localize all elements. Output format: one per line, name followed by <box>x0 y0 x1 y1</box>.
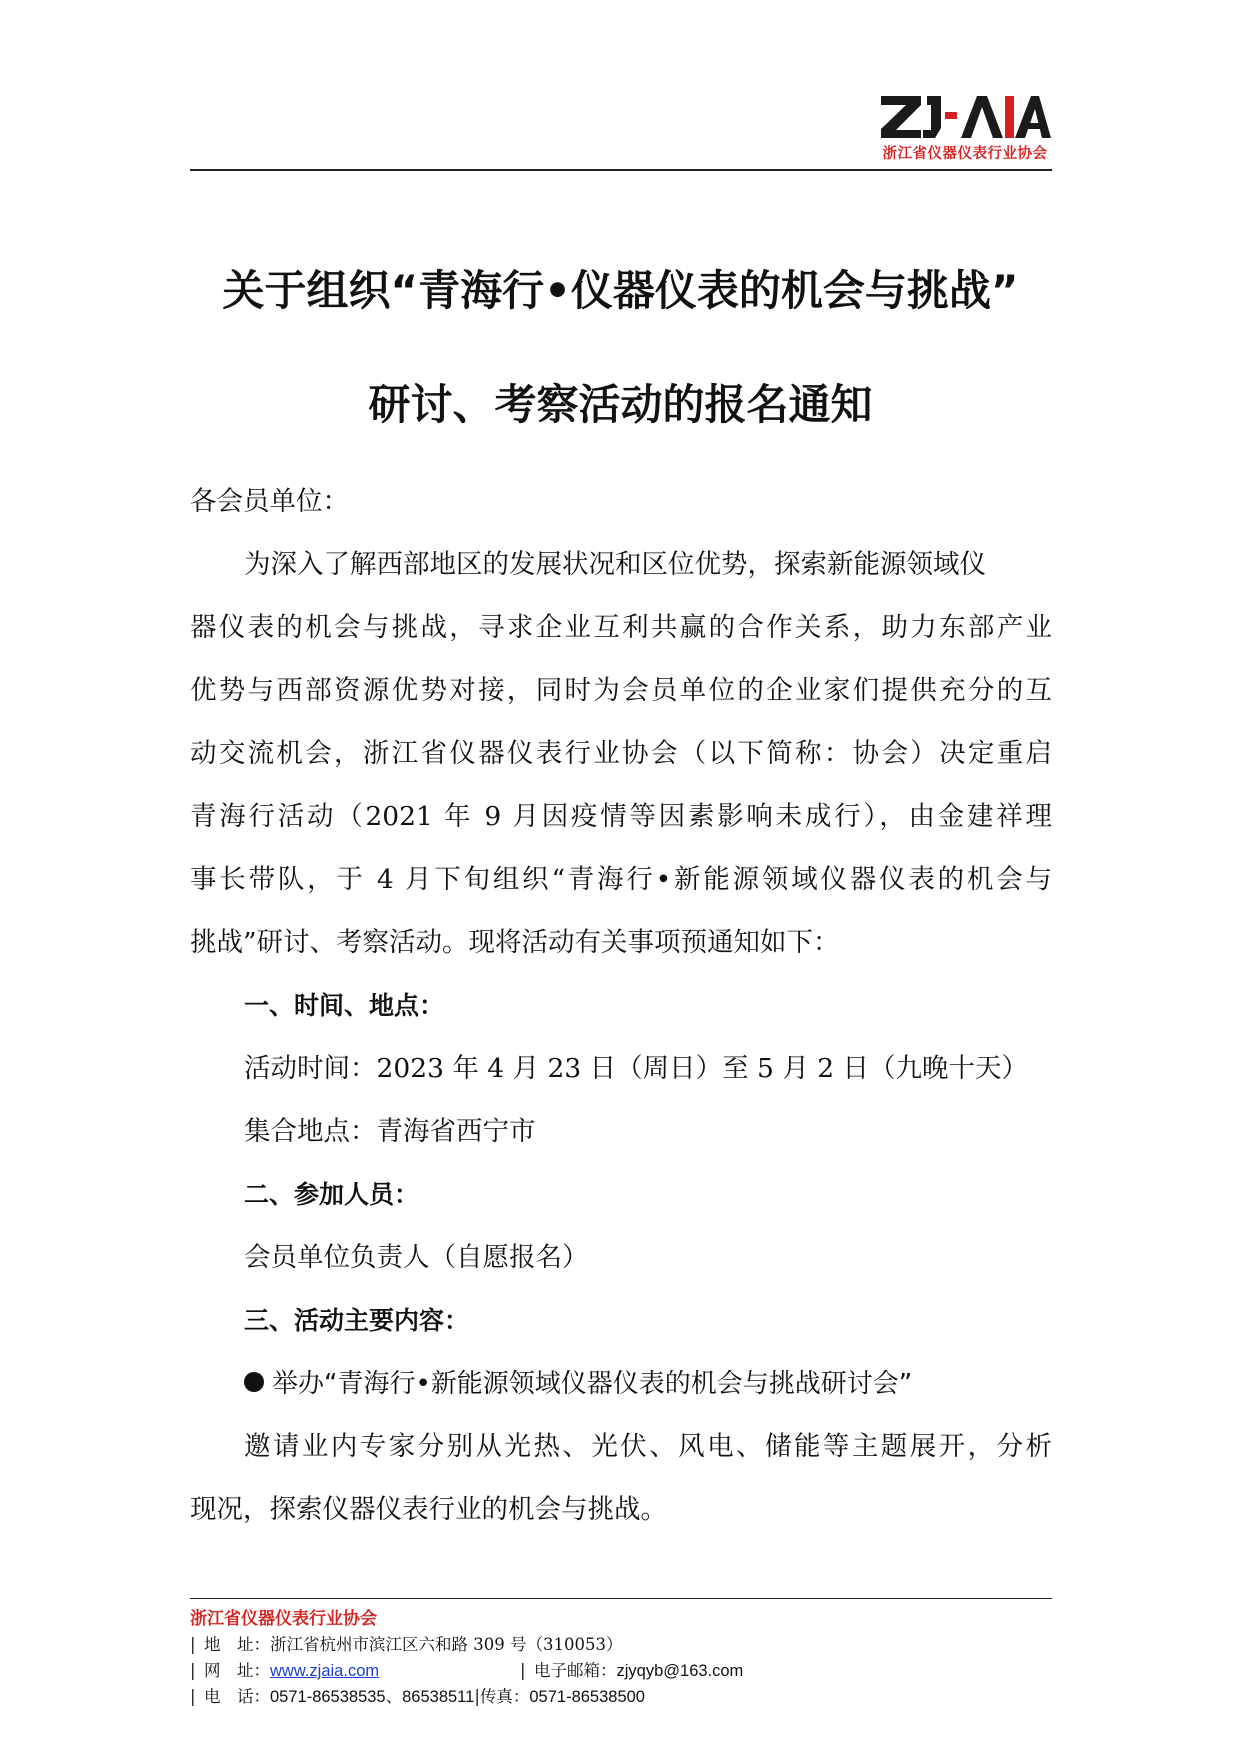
intro-line: 优势与西部资源优势对接，同时为会员单位的企业家们提供充分的互 <box>190 675 1052 706</box>
intro-line: 事长带队，于 4 月下旬组织“青海行•新能源领域仪器仪表的机会与 <box>190 864 1052 895</box>
header-divider <box>190 169 1052 171</box>
footer-divider <box>190 1598 1052 1599</box>
email-value[interactable]: zjyqyb@163.com <box>616 1662 744 1680</box>
intro-line: 动交流机会，浙江省仪器仪表行业协会（以下简称：协会）决定重启 <box>190 738 1052 769</box>
section-heading-participants: 二、参加人员： <box>244 1180 420 1209</box>
meeting-place: 集合地点：青海省西宁市 <box>244 1116 536 1147</box>
website-link[interactable]: www.zjaia.com <box>270 1662 380 1680</box>
bullet-item <box>244 1364 912 1404</box>
phone-value: 0571-86538535、86538511 <box>270 1688 475 1706</box>
section-heading-time-place: 一、时间、地点： <box>244 991 445 1020</box>
intro-line: 为深入了解西部地区的发展状况和区位优势，探索新能源领域仪 <box>244 549 986 580</box>
intro-line: 挑战”研讨、考察活动。现将活动有关事项预通知如下： <box>190 927 840 958</box>
footer-address-row: | 地 址：浙江省杭州市滨江区六和路 309 号（310053） <box>190 1635 623 1654</box>
bullet-dot-icon <box>244 1372 264 1392</box>
zjaia-logo-mark <box>879 92 1051 140</box>
intro-line: 器仪表的机会与挑战，寻求企业互利共赢的合作关系，助力东部产业 <box>190 612 1052 643</box>
section-heading-content: 三、活动主要内容： <box>244 1306 470 1335</box>
activity-time: 活动时间：2023 年 4 月 23 日（周日）至 5 月 2 日（九晚十天） <box>244 1053 1029 1084</box>
phone-label: 电 话： <box>204 1687 270 1706</box>
email-label: 电子邮箱： <box>534 1661 617 1680</box>
bullet-desc-line: 现况，探索仪器仪表行业的机会与挑战。 <box>190 1494 667 1525</box>
salutation: 各会员单位： <box>190 486 349 517</box>
participants: 会员单位负责人（自愿报名） <box>244 1242 589 1273</box>
document-title-line-1: 关于组织“青海行•仪器仪表的机会与挑战” <box>222 266 1019 315</box>
fax-label: 传真： <box>479 1687 530 1706</box>
logo-org-name: 浙江省仪器仪表行业协会 <box>882 146 1048 162</box>
footer-org-name: 浙江省仪器仪表行业协会 <box>190 1609 377 1629</box>
address-label: 地 址： <box>204 1635 270 1654</box>
website-label: 网 址： <box>204 1661 270 1680</box>
bullet-desc-line: 邀请业内专家分别从光热、光伏、风电、储能等主题展开，分析 <box>244 1431 1052 1462</box>
fax-value: 0571-86538500 <box>529 1688 645 1706</box>
address-value: 浙江省杭州市滨江区六和路 309 号（310053） <box>270 1635 623 1654</box>
bullet-item-text: 举办“青海行•新能源领域仪器仪表的机会与挑战研讨会” <box>272 1369 913 1399</box>
footer-phone-row: | 电 话：0571-86538535、86538511|传真：0571-86538500 <box>190 1687 645 1706</box>
document-title-line-2: 研讨、考察活动的报名通知 <box>368 380 873 429</box>
footer-web-row: | 网 址：www.zjaia.com | 电子邮箱：zjyqyb@163.com <box>190 1661 744 1680</box>
intro-line: 青海行活动（2021 年 9 月因疫情等因素影响未成行），由金建祥理 <box>190 801 1052 832</box>
association-logo <box>879 92 1051 166</box>
